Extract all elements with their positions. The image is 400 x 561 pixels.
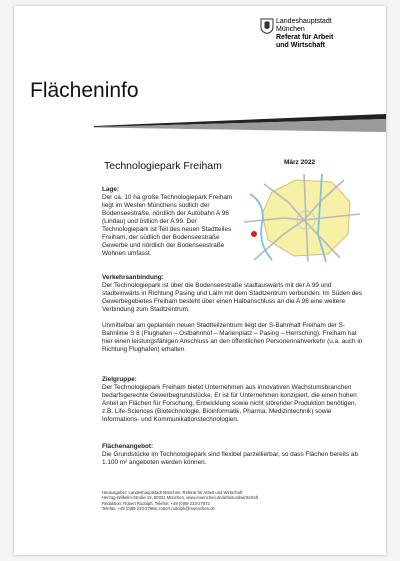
- document-subtitle: Technologiepark Freiham: [104, 160, 222, 172]
- section-text: Der Technologiepark ist über die Bodenseestraße stadtauswärts mit der A 99 und stadteinwärts in Richtung Pasing und Laim mit dem Stadtzentrum verbunden. Im Süden des Gewerbegebietes Freiham besteht über einen Halbanschluss an die A 96 eine weitere Verbindung zum Stadtzentrum.: [102, 282, 363, 313]
- footer-line: Herausgeber: Landeshauptstadt München, Referat für Arbeit und Wirtschaft: [102, 490, 243, 495]
- document-date: März 2022: [284, 159, 316, 166]
- section-heading: Zielgruppe:: [102, 376, 137, 383]
- section-verkehrsanbindung: [102, 274, 364, 354]
- footer-line: Herzog-Wilhelm-Straße 15, 80331 München, www.muenchen.de/arbeitundwirtschaft: [102, 495, 258, 501]
- location-marker-icon: [251, 231, 257, 237]
- section-heading: Flächenangebot:: [102, 443, 154, 450]
- footer-line: Redaktion: Robert Rudolph, Telefon: +49 (0)89 233-27872: [102, 500, 210, 506]
- org-line-1: Landeshauptstadt: [276, 18, 332, 25]
- section-lage: [102, 186, 240, 258]
- section-text: Unmittelbar am geplanten neuen Stadtteilzentrum liegt der S-Bahnhalt Freiham der S-Bahnlinie S 8 (Flughafen – Ostbahnhof – Marienplatz – Pasing – Herrsching). Freiham hat hier einen leistungsfähigen Anschluss an den öffentlichen Personennahverkehr (u.a. auch in Richtung Flughafen) erhalten.: [102, 322, 363, 353]
- section-text: Der ca. 10 ha große Technologiepark Freiham liegt im Westen Münchens südlich der Bodenseestraße, nördlich der Autobahn A 96 (Lindau) und östlich der A 99. Der Technologiepark ist Teil des neuen Stadtteiles Freiham, der südlich der Bodenseestraße Gewerbe und nördlich der Bodenseestraße Wohnen umfasst.: [102, 194, 233, 257]
- org-line-2: München: [276, 26, 305, 33]
- section-text: Der Technologiepark Freiham bietet Unternehmen aus innovativen Wachstumsbranchen bedarfsgerechte Gewerbegrundstücke. Er ist für Unternehmen konzipiert, die einen hohen Anteil an Flächen für Forschung, Entwicklung sowie nicht störender Produktion benötigen, z.B. Life-Sciences (Biotechnologie, Bioinformatik, Pharma, Medizintechnik) sowie Informations- und Kommunikationstechnologien.: [102, 384, 357, 423]
- footer-line: Telefax: +49 (0)89 233-27966, robert.rudolph@muenchen.de: [102, 506, 215, 512]
- section-text: Die Grundstücke im Technologiepark sind flexibel parzellierbar, so dass Flächen bereits ab 1.100 m² angeboten werden können.: [102, 451, 358, 466]
- organization-name: [276, 18, 333, 50]
- section-flaechenangebot: [102, 443, 364, 467]
- document-page: [14, 6, 386, 555]
- title-wedge-divider: [94, 114, 386, 140]
- document-title: Flächeninfo: [30, 79, 139, 102]
- location-map: [244, 174, 360, 262]
- section-heading: Lage:: [102, 186, 120, 193]
- org-line-4: und Wirtschaft: [276, 42, 325, 49]
- section-heading: Verkehrsanbindung:: [102, 274, 164, 281]
- org-line-3: Referat für Arbeit: [276, 34, 334, 41]
- footer-imprint: [102, 490, 302, 512]
- munich-coat-of-arms-logo: [260, 18, 274, 34]
- section-zielgruppe: [102, 376, 364, 424]
